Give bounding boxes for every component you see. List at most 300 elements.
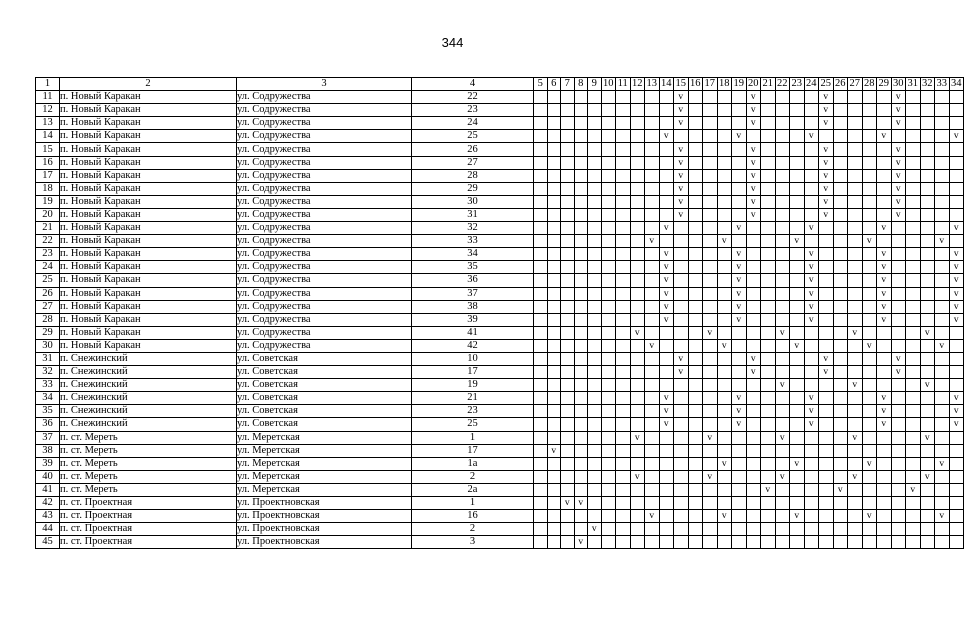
empty-cell: [877, 195, 892, 208]
empty-cell: [588, 300, 602, 313]
empty-cell: [862, 208, 877, 221]
empty-cell: [906, 510, 921, 523]
empty-cell: [561, 326, 575, 339]
empty-cell: [790, 143, 805, 156]
empty-cell: [920, 274, 935, 287]
empty-cell: [761, 405, 776, 418]
check-mark: v: [717, 339, 732, 352]
empty-cell: [935, 523, 950, 536]
check-mark: v: [877, 300, 892, 313]
empty-cell: [732, 326, 747, 339]
empty-cell: [833, 195, 848, 208]
empty-cell: [891, 483, 906, 496]
empty-cell: [630, 91, 645, 104]
empty-cell: [848, 457, 863, 470]
empty-cell: [746, 497, 761, 510]
empty-cell: [534, 169, 548, 182]
check-mark: v: [935, 339, 950, 352]
check-mark: v: [804, 274, 819, 287]
empty-cell: [703, 536, 718, 549]
empty-cell: [703, 313, 718, 326]
empty-cell: [534, 195, 548, 208]
empty-cell: [547, 143, 561, 156]
empty-cell: [935, 497, 950, 510]
empty-cell: [949, 523, 964, 536]
check-mark: v: [819, 91, 834, 104]
empty-cell: [674, 300, 689, 313]
empty-cell: [775, 352, 790, 365]
empty-cell: [848, 313, 863, 326]
empty-cell: [574, 208, 588, 221]
empty-cell: [833, 156, 848, 169]
row-number: 30: [36, 339, 60, 352]
empty-cell: [804, 483, 819, 496]
street-cell: ул. Содружества: [237, 326, 412, 339]
empty-cell: [935, 418, 950, 431]
empty-cell: [616, 143, 631, 156]
house-number-cell: 33: [412, 235, 534, 248]
empty-cell: [949, 143, 964, 156]
empty-cell: [761, 457, 776, 470]
row-number: 14: [36, 130, 60, 143]
empty-cell: [906, 274, 921, 287]
empty-cell: [848, 510, 863, 523]
house-number-cell: 29: [412, 182, 534, 195]
empty-cell: [848, 156, 863, 169]
check-mark: v: [659, 287, 674, 300]
check-mark: v: [775, 326, 790, 339]
empty-cell: [601, 261, 616, 274]
empty-cell: [891, 444, 906, 457]
empty-cell: [906, 352, 921, 365]
header-cell-16: 16: [690, 78, 701, 90]
check-mark: v: [877, 405, 892, 418]
empty-cell: [891, 326, 906, 339]
settlement-cell: п. Снежинский: [60, 379, 237, 392]
empty-cell: [935, 261, 950, 274]
empty-cell: [804, 143, 819, 156]
empty-cell: [601, 195, 616, 208]
empty-cell: [833, 313, 848, 326]
empty-cell: [746, 339, 761, 352]
empty-cell: [848, 104, 863, 117]
empty-cell: [688, 248, 703, 261]
empty-cell: [616, 339, 631, 352]
empty-cell: [877, 339, 892, 352]
empty-cell: [561, 104, 575, 117]
empty-cell: [534, 222, 548, 235]
empty-cell: [561, 300, 575, 313]
empty-cell: [833, 392, 848, 405]
empty-cell: [761, 169, 776, 182]
check-mark: v: [804, 130, 819, 143]
empty-cell: [645, 418, 660, 431]
settlement-cell: п. ст. Проектная: [60, 510, 237, 523]
check-mark: v: [732, 261, 747, 274]
empty-cell: [703, 405, 718, 418]
street-cell: ул. Содружества: [237, 261, 412, 274]
check-mark: v: [877, 274, 892, 287]
empty-cell: [561, 287, 575, 300]
table-row: [36, 444, 964, 457]
empty-cell: [790, 274, 805, 287]
empty-cell: [659, 470, 674, 483]
empty-cell: [601, 156, 616, 169]
street-cell: ул. Содружества: [237, 143, 412, 156]
empty-cell: [659, 457, 674, 470]
empty-cell: [645, 392, 660, 405]
table-row: [36, 483, 964, 496]
empty-cell: [574, 523, 588, 536]
empty-cell: [775, 510, 790, 523]
empty-cell: [601, 523, 616, 536]
empty-cell: [761, 339, 776, 352]
empty-cell: [659, 208, 674, 221]
empty-cell: [601, 117, 616, 130]
empty-cell: [561, 523, 575, 536]
empty-cell: [949, 510, 964, 523]
table-row: [36, 510, 964, 523]
empty-cell: [645, 91, 660, 104]
empty-cell: [630, 274, 645, 287]
empty-cell: [877, 326, 892, 339]
check-mark: v: [848, 379, 863, 392]
check-mark: v: [819, 352, 834, 365]
empty-cell: [746, 457, 761, 470]
check-mark: v: [920, 326, 935, 339]
empty-cell: [688, 418, 703, 431]
empty-cell: [920, 392, 935, 405]
empty-cell: [574, 195, 588, 208]
empty-cell: [935, 352, 950, 365]
check-mark: v: [659, 300, 674, 313]
empty-cell: [717, 313, 732, 326]
empty-cell: [574, 91, 588, 104]
empty-cell: [547, 156, 561, 169]
empty-cell: [804, 104, 819, 117]
empty-cell: [906, 235, 921, 248]
row-number: 20: [36, 208, 60, 221]
empty-cell: [949, 470, 964, 483]
street-cell: ул. Меретская: [237, 431, 412, 444]
empty-cell: [935, 117, 950, 130]
empty-cell: [630, 182, 645, 195]
check-mark: v: [659, 405, 674, 418]
empty-cell: [732, 366, 747, 379]
empty-cell: [790, 208, 805, 221]
empty-cell: [703, 339, 718, 352]
empty-cell: [877, 457, 892, 470]
empty-cell: [877, 444, 892, 457]
table-row: [36, 130, 964, 143]
empty-cell: [775, 182, 790, 195]
empty-cell: [616, 366, 631, 379]
empty-cell: [906, 379, 921, 392]
empty-cell: [862, 392, 877, 405]
empty-cell: [920, 91, 935, 104]
empty-cell: [848, 536, 863, 549]
settlement-cell: п. Новый Каракан: [60, 313, 237, 326]
empty-cell: [601, 208, 616, 221]
empty-cell: [547, 104, 561, 117]
empty-cell: [804, 523, 819, 536]
street-cell: ул. Содружества: [237, 104, 412, 117]
check-mark: v: [630, 470, 645, 483]
empty-cell: [877, 523, 892, 536]
empty-cell: [588, 444, 602, 457]
empty-cell: [804, 169, 819, 182]
empty-cell: [775, 339, 790, 352]
empty-cell: [645, 457, 660, 470]
empty-cell: [717, 392, 732, 405]
empty-cell: [547, 326, 561, 339]
check-mark: v: [775, 431, 790, 444]
empty-cell: [804, 339, 819, 352]
check-mark: v: [746, 143, 761, 156]
empty-cell: [674, 510, 689, 523]
settlement-cell: п. Новый Каракан: [60, 300, 237, 313]
empty-cell: [561, 536, 575, 549]
check-mark: v: [790, 339, 805, 352]
empty-cell: [920, 143, 935, 156]
empty-cell: [775, 300, 790, 313]
empty-cell: [920, 130, 935, 143]
empty-cell: [659, 195, 674, 208]
empty-cell: [790, 405, 805, 418]
header-cell-28: 28: [864, 78, 875, 90]
empty-cell: [862, 536, 877, 549]
empty-cell: [920, 156, 935, 169]
header-cell-5: 5: [534, 78, 548, 91]
empty-cell: [703, 457, 718, 470]
header-cell-23: 23: [791, 78, 802, 90]
empty-cell: [790, 182, 805, 195]
empty-cell: [588, 470, 602, 483]
settlement-cell: п. ст. Проектная: [60, 523, 237, 536]
header-cell-32: 32: [922, 78, 933, 90]
empty-cell: [645, 195, 660, 208]
empty-cell: [732, 379, 747, 392]
empty-cell: [833, 339, 848, 352]
empty-cell: [949, 326, 964, 339]
empty-cell: [819, 235, 834, 248]
empty-cell: [775, 523, 790, 536]
empty-cell: [906, 392, 921, 405]
empty-cell: [630, 510, 645, 523]
empty-cell: [601, 379, 616, 392]
empty-cell: [547, 287, 561, 300]
street-cell: ул. Советская: [237, 352, 412, 365]
empty-cell: [906, 339, 921, 352]
empty-cell: [588, 431, 602, 444]
empty-cell: [630, 169, 645, 182]
empty-cell: [891, 431, 906, 444]
check-mark: v: [891, 169, 906, 182]
empty-cell: [935, 536, 950, 549]
street-cell: ул. Проектновская: [237, 523, 412, 536]
row-number: 21: [36, 222, 60, 235]
settlement-cell: п. ст. Мереть: [60, 470, 237, 483]
check-mark: v: [674, 91, 689, 104]
empty-cell: [659, 235, 674, 248]
empty-cell: [949, 444, 964, 457]
empty-cell: [920, 352, 935, 365]
empty-cell: [561, 405, 575, 418]
empty-cell: [790, 222, 805, 235]
empty-cell: [935, 326, 950, 339]
empty-cell: [703, 392, 718, 405]
header-cell-13: 13: [646, 78, 657, 90]
empty-cell: [688, 352, 703, 365]
empty-cell: [891, 261, 906, 274]
empty-cell: [688, 91, 703, 104]
check-mark: v: [746, 182, 761, 195]
empty-cell: [819, 339, 834, 352]
empty-cell: [534, 431, 548, 444]
empty-cell: [534, 156, 548, 169]
empty-cell: [601, 444, 616, 457]
empty-cell: [616, 156, 631, 169]
check-mark: v: [877, 130, 892, 143]
settlement-cell: п. Новый Каракан: [60, 261, 237, 274]
empty-cell: [775, 366, 790, 379]
empty-cell: [761, 117, 776, 130]
empty-cell: [561, 182, 575, 195]
empty-cell: [688, 457, 703, 470]
empty-cell: [534, 261, 548, 274]
empty-cell: [717, 483, 732, 496]
empty-cell: [833, 182, 848, 195]
empty-cell: [790, 326, 805, 339]
row-number: 28: [36, 313, 60, 326]
empty-cell: [630, 300, 645, 313]
house-number-cell: 1: [412, 497, 534, 510]
table-row: [36, 470, 964, 483]
empty-cell: [659, 444, 674, 457]
empty-cell: [616, 261, 631, 274]
empty-cell: [674, 497, 689, 510]
empty-cell: [688, 366, 703, 379]
empty-cell: [935, 248, 950, 261]
check-mark: v: [819, 182, 834, 195]
empty-cell: [574, 104, 588, 117]
empty-cell: [790, 444, 805, 457]
empty-cell: [819, 523, 834, 536]
empty-cell: [862, 313, 877, 326]
empty-cell: [732, 483, 747, 496]
empty-cell: [804, 195, 819, 208]
empty-cell: [547, 536, 561, 549]
empty-cell: [862, 470, 877, 483]
empty-cell: [630, 261, 645, 274]
empty-cell: [862, 143, 877, 156]
empty-cell: [688, 300, 703, 313]
empty-cell: [674, 222, 689, 235]
empty-cell: [561, 195, 575, 208]
check-mark: v: [935, 235, 950, 248]
check-mark: v: [588, 523, 602, 536]
empty-cell: [588, 536, 602, 549]
check-mark: v: [659, 248, 674, 261]
empty-cell: [630, 339, 645, 352]
empty-cell: [534, 470, 548, 483]
empty-cell: [574, 483, 588, 496]
empty-cell: [949, 208, 964, 221]
empty-cell: [935, 104, 950, 117]
empty-cell: [833, 444, 848, 457]
empty-cell: [877, 483, 892, 496]
check-mark: v: [732, 300, 747, 313]
check-mark: v: [891, 195, 906, 208]
empty-cell: [659, 536, 674, 549]
empty-cell: [588, 326, 602, 339]
empty-cell: [891, 405, 906, 418]
row-number: 19: [36, 195, 60, 208]
check-mark: v: [645, 235, 660, 248]
check-mark: v: [703, 326, 718, 339]
empty-cell: [547, 431, 561, 444]
empty-cell: [630, 208, 645, 221]
empty-cell: [949, 169, 964, 182]
empty-cell: [561, 470, 575, 483]
row-number: 40: [36, 470, 60, 483]
empty-cell: [920, 104, 935, 117]
empty-cell: [630, 444, 645, 457]
check-mark: v: [819, 156, 834, 169]
empty-cell: [688, 405, 703, 418]
check-mark: v: [819, 104, 834, 117]
empty-cell: [746, 300, 761, 313]
empty-cell: [833, 352, 848, 365]
empty-cell: [645, 470, 660, 483]
empty-cell: [630, 222, 645, 235]
empty-cell: [891, 248, 906, 261]
empty-cell: [717, 130, 732, 143]
check-mark: v: [949, 392, 964, 405]
empty-cell: [601, 392, 616, 405]
empty-cell: [790, 287, 805, 300]
empty-cell: [645, 483, 660, 496]
empty-cell: [935, 392, 950, 405]
empty-cell: [949, 483, 964, 496]
empty-cell: [935, 366, 950, 379]
empty-cell: [717, 523, 732, 536]
empty-cell: [561, 313, 575, 326]
check-mark: v: [674, 366, 689, 379]
check-mark: v: [877, 222, 892, 235]
empty-cell: [775, 235, 790, 248]
check-mark: v: [819, 143, 834, 156]
check-mark: v: [848, 326, 863, 339]
check-mark: v: [804, 287, 819, 300]
empty-cell: [534, 523, 548, 536]
empty-cell: [534, 91, 548, 104]
empty-cell: [848, 352, 863, 365]
empty-cell: [862, 169, 877, 182]
settlement-cell: п. Снежинский: [60, 366, 237, 379]
empty-cell: [819, 326, 834, 339]
empty-cell: [688, 470, 703, 483]
empty-cell: [935, 313, 950, 326]
empty-cell: [645, 497, 660, 510]
empty-cell: [630, 104, 645, 117]
empty-cell: [848, 222, 863, 235]
empty-cell: [588, 130, 602, 143]
row-number: 34: [36, 392, 60, 405]
check-mark: v: [746, 104, 761, 117]
empty-cell: [804, 379, 819, 392]
row-number: 11: [36, 91, 60, 104]
